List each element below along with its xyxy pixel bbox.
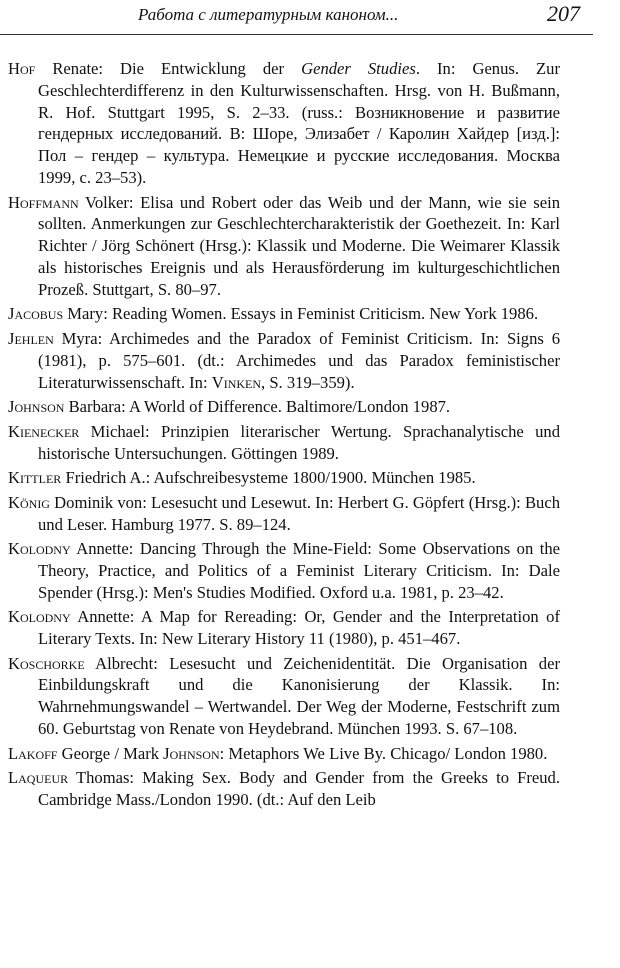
bibliography-entry [8, 303, 560, 325]
entry-text: Friedrich A.: Aufschreibesysteme 1800/1900. München 1985. [61, 468, 476, 488]
entry-author: Johnson [8, 397, 65, 417]
entry-author: Jacobus [8, 304, 64, 324]
bibliography-entry [8, 538, 560, 603]
entry-text: Myra: Archimedes and the Paradox of Feminist Criticism. In: Signs 6 (1981), p. 575–601. (dt.: Archimedes und das Paradox feministischer Literaturwissenschaft. In: [38, 328, 560, 392]
bibliography-entry [8, 192, 560, 301]
bibliography-entry [8, 743, 560, 765]
entry-text: Annette: A Map for Rereading: Or, Gender and the Interpretation of Literary Texts. In: New Literary History 11 (1980), p. 451–467. [38, 607, 560, 649]
entry-author: Koschorke [8, 653, 85, 673]
entry-text: . In: Genus. Zur Geschlechterdifferenz in den Kulturwissenschaften. Hrsg. von H. Bußmann, R. Hof. Stuttgart 1995, S. 2–33. (russ.: Возникновение и развитие гендерных исследований. В: Шоре, Элизабет / Каролин Хайдер [изд.]: Пол – гендер – культура. Немецкие и русские исследования. Москва 1999, с. 23–53). [38, 59, 560, 187]
entry-text: Dominik von: Lesesucht und Lesewut. In: Herbert G. Göpfert (Hrsg.): Buch und Leser. Hamburg 1977. S. 89–124. [38, 492, 560, 534]
entry-text: Annette: Dancing Through the Mine-Field: Some Observations on the Theory, Practice, and Politics of a Feminist Literary Criticism. In: Dale Spender (Hrsg.): Men's Studies Modified. Oxford u.a. 1981, p. 23–42. [38, 539, 560, 602]
entry-text: : Metaphors We Live By. Chicago/ London 1980. [219, 743, 548, 763]
entry-text: , S. 319–359). [261, 372, 355, 392]
entry-author: Kienecker [8, 421, 80, 441]
entry-reference-author: Vinken [211, 372, 262, 392]
entry-text: Mary: Reading Women. Essays in Feminist Criticism. New York 1986. [63, 304, 539, 324]
bibliography-entry [8, 767, 560, 811]
bibliography-entry [8, 467, 560, 489]
entry-author: Laqueur [8, 768, 69, 788]
bibliography-entry [8, 606, 560, 650]
entry-author: Hoffmann [8, 192, 79, 212]
entry-text: Volker: Elisa und Robert oder das Weib und der Mann, wie sie sein sollten. Anmerkungen zur Geschlechtercharakteristik der Goethezeit. In: Karl Richter / Jörg Schönert (Hrsg.): Klassik und Moderne. Die Weimarer Klassik als historisches Ereignis und als Herausförderung im kulturgeschichtlichen Prozeß. Stuttgart, S. 80–97. [38, 192, 560, 299]
entry-text: George / Mark [57, 743, 164, 763]
entry-author: Lakoff [8, 743, 58, 763]
entry-text: Renate: Die Entwicklung der [35, 59, 302, 78]
bibliography-entry [8, 653, 560, 740]
entry-text: Michael: Prinzipien literarischer Wertung. Sprachanalytische und historische Untersuchungen. Göttingen 1989. [38, 421, 560, 463]
bibliography-entry [8, 421, 560, 465]
entry-author: Jehlen [8, 328, 54, 348]
entry-reference-author: Johnson [163, 743, 220, 763]
running-title: Работа с литературным каноном... [138, 5, 399, 24]
entry-author: Kittler [8, 468, 62, 488]
page-number: 207 [547, 1, 580, 26]
entry-text: Thomas: Making Sex. Body and Gender from the Greeks to Freud. Cambridge Mass./London 1990. (dt.: Auf den Leib [38, 768, 560, 810]
bibliography-entry [8, 396, 560, 418]
entry-author: Kolodny [8, 607, 71, 627]
header-rule [0, 34, 593, 35]
bibliography-entry [8, 328, 560, 393]
bibliography-entry [8, 58, 560, 189]
entry-italic-title: Gender Studies [301, 59, 416, 78]
entry-text: Barbara: A World of Difference. Baltimore/London 1987. [64, 397, 451, 417]
bibliography-list [8, 58, 560, 814]
entry-text: Albrecht: Lesesucht und Zeichenidentität. Die Organisation der Einbildungskraft und die Kanonisierung der Klassik. In: Wahrnehmungswandel – Wertwandel. Der Weg der Moderne, Festschrift zum 60. Geburtstag von Renate von Heydebrand. München 1993. S. 67–108. [38, 653, 560, 739]
entry-author: Hof [8, 59, 36, 78]
entry-author: Kolodny [8, 539, 71, 559]
page-header [0, 0, 620, 34]
bibliography-entry [8, 492, 560, 536]
entry-author: König [8, 492, 50, 512]
